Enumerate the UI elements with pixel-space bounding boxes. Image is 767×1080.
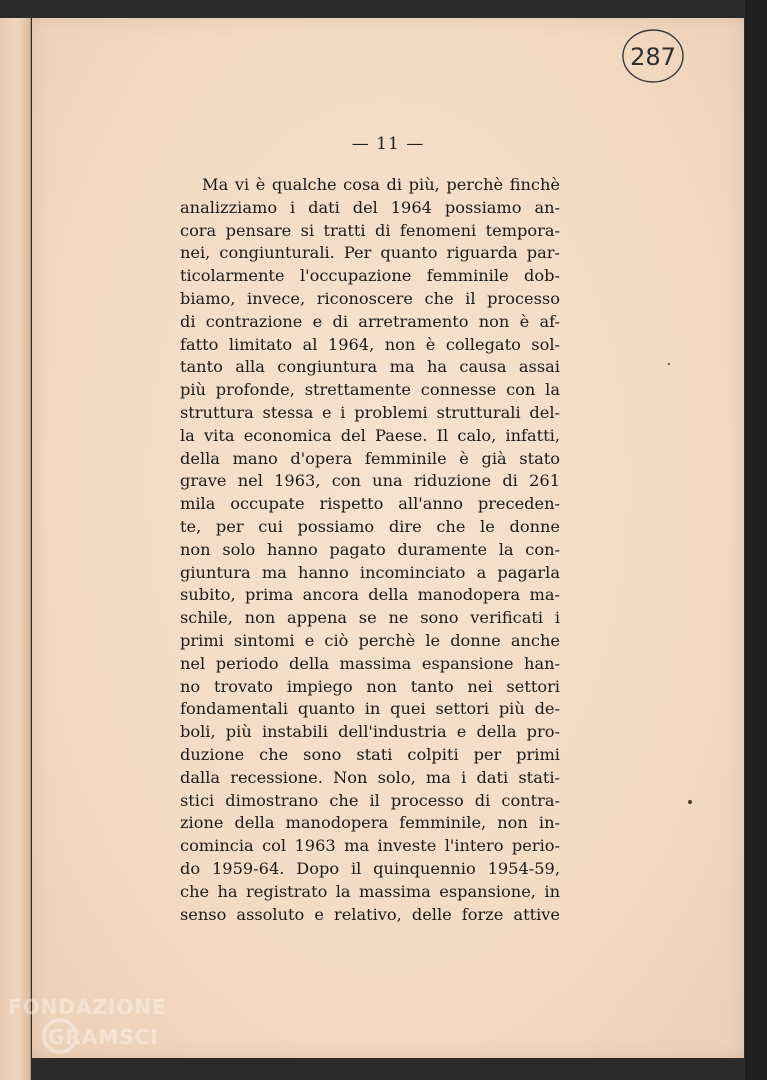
text-line: analizziamo i dati del 1964 possiamo an- xyxy=(180,197,560,217)
text-line: della mano d'opera femminile è già stato xyxy=(180,448,560,468)
text-line: nel periodo della massima espansione han- xyxy=(180,653,560,673)
text-line: più profonde, strettamente connesse con la xyxy=(180,380,560,400)
paper-speck xyxy=(688,800,692,804)
watermark-line-1: FONDAZIONE xyxy=(8,995,167,1019)
folio-number-stamp xyxy=(620,26,686,86)
text-line: Ma vi è qualche cosa di più, perchè finchè xyxy=(202,175,560,194)
text-line: schile, non appena se ne sono verificati i xyxy=(180,608,560,628)
text-line: ticolarmente l'occupazione femminile dob- xyxy=(180,266,560,286)
text-line: giuntura ma hanno incominciato a pagarla xyxy=(180,562,560,582)
page-number: — 11 — xyxy=(351,134,425,154)
text-line: mila occupate rispetto all'anno preceden- xyxy=(180,494,560,514)
text-line: struttura stessa e i problemi strutturali del- xyxy=(180,402,560,422)
text-line: tanto alla congiuntura ma ha causa assai xyxy=(180,357,560,377)
text-line: stici dimostrano che il processo di contra- xyxy=(180,790,560,810)
paper-speck xyxy=(668,363,670,365)
text-line: biamo, invece, riconoscere che il processo xyxy=(180,288,560,308)
text-line: comincia col 1963 ma investe l'intero perio- xyxy=(180,836,560,856)
text-line: subito, prima ancora della manodopera ma- xyxy=(180,585,560,605)
text-line: senso assoluto e relativo, delle forze attive xyxy=(180,904,560,924)
folio-number-text: 287 xyxy=(630,43,676,71)
text-line: cora pensare si tratti di fenomeni tempora- xyxy=(180,220,560,240)
text-line: che ha registrato la massima espansione, in xyxy=(180,881,560,901)
text-line: la vita economica del Paese. Il calo, infatti, xyxy=(180,425,560,445)
body-paragraph xyxy=(180,174,560,926)
left-page-edge xyxy=(0,18,31,1080)
text-line: zione della manodopera femminile, non in- xyxy=(180,813,560,833)
text-line: primi sintomi e ciò perchè le donne anche xyxy=(180,630,560,650)
text-line: non solo hanno pagato duramente la con- xyxy=(180,539,560,559)
text-line: do 1959-64. Dopo il quinquennio 1954-59, xyxy=(180,858,560,878)
text-line: di contrazione e di arretramento non è af- xyxy=(180,311,560,331)
text-line: boli, più instabili dell'industria e della pro- xyxy=(180,722,560,742)
document-page xyxy=(32,18,744,1058)
text-line: fondamentali quanto in quei settori più de- xyxy=(180,699,560,719)
watermark-line-2: GRAMSCI xyxy=(48,1025,159,1049)
text-line: nei, congiunturali. Per quanto riguarda par- xyxy=(180,243,560,263)
text-line: fatto limitato al 1964, non è collegato sol- xyxy=(180,334,560,354)
text-line: dalla recessione. Non solo, ma i dati stati- xyxy=(180,767,560,787)
right-dark-margin xyxy=(745,0,767,1080)
text-line: grave nel 1963, con una riduzione di 261 xyxy=(180,471,560,491)
text-line: no trovato impiego non tanto nei settori xyxy=(180,676,560,696)
text-line: duzione che sono stati colpiti per primi xyxy=(180,744,560,764)
foundation-watermark xyxy=(4,992,204,1072)
text-line: te, per cui possiamo dire che le donne xyxy=(180,516,560,536)
